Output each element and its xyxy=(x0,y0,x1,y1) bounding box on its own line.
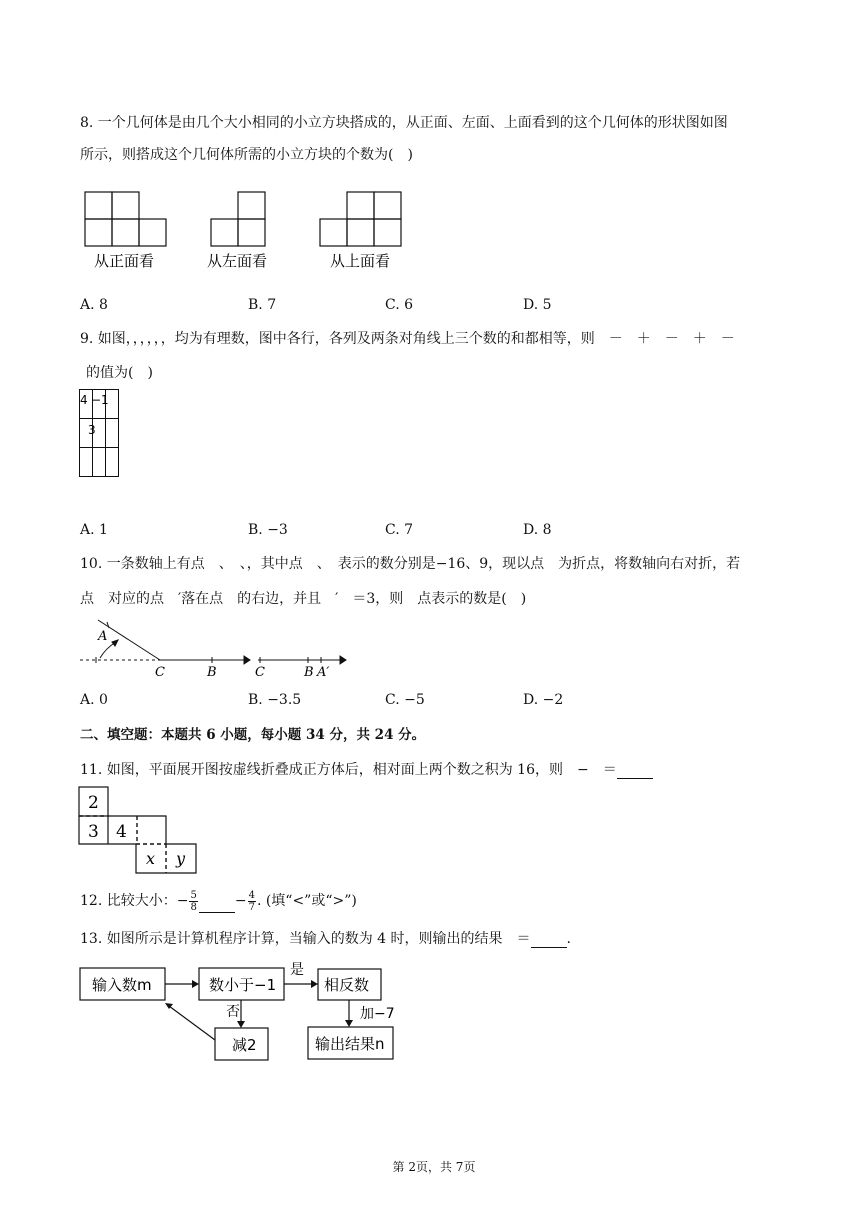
q9-line2: 的值为( ) xyxy=(86,365,153,381)
fig-label-a-prime: A′ xyxy=(317,665,330,680)
flow-subtract-box: 减2 xyxy=(232,1036,257,1054)
q10-figure xyxy=(78,618,350,680)
net-cell-3: 3 xyxy=(88,822,99,842)
flow-opposite-box: 相反数 xyxy=(324,976,370,994)
q13-text: 13. 如图所示是计算机程序计算，当输入的数为 4 时，则输出的结果 ＝ . xyxy=(80,931,571,947)
q9-line1: 9. 如图，，，，，，均为有理数，图中各行，各列及两条对角线上三个数的和都相等，则 － ＋ － ＋ － xyxy=(80,331,735,347)
q11-text xyxy=(80,761,653,779)
q12-fraction-1: $\frac{5}{8}$ xyxy=(190,889,197,913)
section-2-heading: 二、填空题：本题共 6 小题，每小题 34 分，共 24 分。 xyxy=(80,727,426,743)
q10-option-c: C. −5 xyxy=(385,692,425,708)
q13-stem: 13. 如图所示是计算机程序计算，当输入的数为 4 时，则输出的结果 ＝ xyxy=(80,931,531,947)
q10-option-d: D. −2 xyxy=(523,692,564,708)
q12-fraction-2: $\frac{4}{7}$ xyxy=(248,889,255,913)
q9-option-d: D. 8 xyxy=(523,522,552,538)
q9-grid xyxy=(79,389,121,479)
fig-label-b2: B xyxy=(304,665,314,680)
q12-prefix: 12. 比较大小：− xyxy=(80,893,189,909)
net-cell-4: 4 xyxy=(116,822,127,842)
view-front-label: 从正面看 xyxy=(94,252,155,270)
fig-label-b: B xyxy=(207,665,217,680)
flow-label-no: 否 xyxy=(226,1004,240,1020)
fig-label-c2: C xyxy=(255,665,265,680)
q12-answer-blank xyxy=(199,898,235,913)
flow-label-add: 加−7 xyxy=(360,1006,395,1022)
flow-output-box: 输出结果n xyxy=(315,1035,385,1053)
net-cell-x: x xyxy=(146,849,156,868)
q13-flowchart xyxy=(78,958,408,1068)
q10-line2: 点 对应的点 ′落在点 的右边，并且 ′ ＝3，则 点表示的数是( ) xyxy=(80,591,527,607)
flow-label-yes: 是 xyxy=(290,962,304,978)
q8-option-c: C. 6 xyxy=(385,297,414,313)
q10-option-a: A. 0 xyxy=(80,692,108,708)
q11-stem: 11. 如图，平面展开图按虚线折叠成正方体后，相对面上两个数之积为 16，则 − ＝ xyxy=(80,762,617,778)
q8-option-a: A. 8 xyxy=(80,297,108,313)
q9-option-a: A. 1 xyxy=(80,522,108,538)
q12-minus: − xyxy=(234,893,247,909)
grid-cell-neg1: −1 xyxy=(91,393,109,407)
q12-text xyxy=(80,889,357,913)
page-footer: 第 2页，共 7页 xyxy=(392,1160,476,1174)
view-top-label: 从上面看 xyxy=(330,252,391,270)
q13-answer-blank xyxy=(531,933,567,948)
q9-option-b: B. −3 xyxy=(248,522,288,538)
fig-label-a: A xyxy=(98,629,108,644)
q10-line1: 10. 一条数轴上有点 、 、，其中点 、 表示的数分别是−16、9，现以点 为折点，将数轴向右对折，若 xyxy=(80,556,741,572)
q8-line2: 所示，则搭成这个几何体所需的小立方块的个数为( ) xyxy=(80,147,413,163)
view-left-label: 从左面看 xyxy=(207,252,268,270)
q10-option-b: B. −3.5 xyxy=(248,692,302,708)
grid-cell-3: 3 xyxy=(88,423,96,437)
q11-answer-blank xyxy=(617,764,653,779)
q8-line1: 8. 一个几何体是由几个大小相同的小立方块搭成的，从正面、左面、上面看到的这个几何体的形状图如图 xyxy=(80,115,728,131)
flow-condition-box: 数小于−1 xyxy=(209,976,277,994)
q12-suffix: . (填“<”或“>”) xyxy=(256,893,357,909)
net-cell-y: y xyxy=(176,849,186,868)
q8-option-b: B. 7 xyxy=(248,297,277,313)
flow-input-box: 输入数m xyxy=(92,976,152,994)
q11-net-figure xyxy=(78,786,200,876)
net-cell-2: 2 xyxy=(88,793,99,813)
fig-label-c: C xyxy=(155,665,165,680)
grid-cell-4: 4 xyxy=(80,393,88,407)
q8-option-d: D. 5 xyxy=(523,297,552,313)
q9-option-c: C. 7 xyxy=(385,522,414,538)
q8-figure xyxy=(80,186,420,276)
